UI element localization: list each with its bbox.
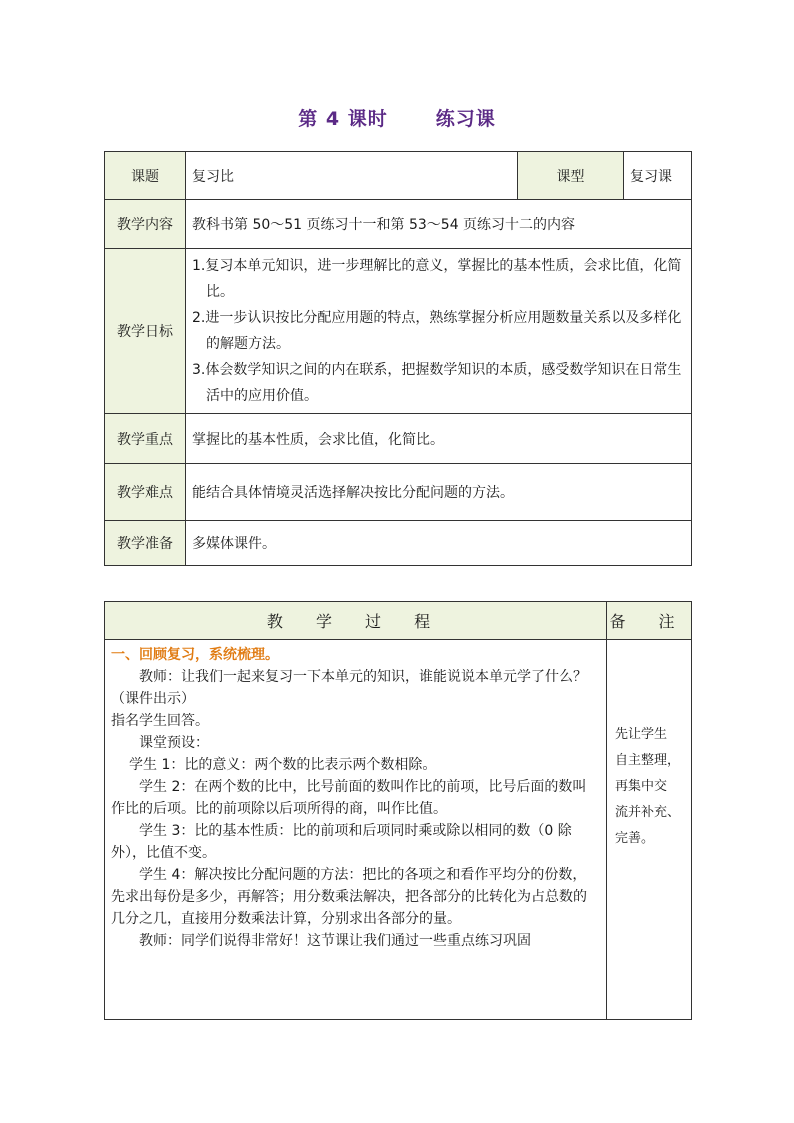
goal-item: 1.复习本单元知识，进一步理解比的意义，掌握比的基本性质，会求比值，化简比。 xyxy=(192,258,682,300)
key-row xyxy=(105,414,692,464)
goals-list xyxy=(186,249,692,414)
content-row xyxy=(105,200,692,249)
lesson-type: 练习课 xyxy=(435,108,496,130)
notes-header: 备 注 xyxy=(607,602,692,640)
notes-content xyxy=(607,640,692,1020)
lesson-info-table xyxy=(104,151,692,566)
note-line: 自主整理， xyxy=(615,753,681,768)
note-line: 再集中交 xyxy=(615,779,668,794)
process-line: 学生 3：比的基本性质：比的前项和后项同时乘或除以相同的数（0 除外），比值不变。 xyxy=(111,823,572,861)
lesson-number: 第 4 课时 xyxy=(298,108,388,130)
process-content xyxy=(105,640,607,1020)
difficulty-label: 教学难点 xyxy=(105,464,186,521)
prep-value: 多媒体课件。 xyxy=(186,521,692,566)
content-label: 教学内容 xyxy=(105,200,186,249)
page-title xyxy=(0,104,794,131)
note-line: 流并补充、 xyxy=(615,805,681,820)
process-line: 教师：同学们说得非常好！这节课让我们通过一些重点练习巩固 xyxy=(139,933,531,949)
prep-label: 教学准备 xyxy=(105,521,186,566)
section-title: 一、回顾复习，系统梳理。 xyxy=(111,647,279,663)
type-label: 课型 xyxy=(518,152,624,200)
topic-value: 复习比 xyxy=(186,152,518,200)
goals-row xyxy=(105,249,692,414)
goal-item: 2.进一步认识按比分配应用题的特点，熟练掌握分析应用题数量关系以及多样化的解题方法。 xyxy=(192,310,682,352)
goals-label: 教学日标 xyxy=(105,249,186,414)
process-header: 教 学 过 程 xyxy=(105,602,607,640)
difficulty-value: 能结合具体情境灵活选择解决按比分配问题的方法。 xyxy=(186,464,692,521)
difficulty-row xyxy=(105,464,692,521)
process-line: 课堂预设： xyxy=(139,735,209,751)
key-value: 掌握比的基本性质，会求比值，化简比。 xyxy=(186,414,692,464)
topic-label: 课题 xyxy=(105,152,186,200)
process-header-row xyxy=(105,602,692,640)
note-line: 先让学生 xyxy=(615,727,668,742)
note-line: 完善。 xyxy=(615,831,655,846)
process-table xyxy=(104,601,692,1020)
type-value: 复习课 xyxy=(624,152,692,200)
process-line: 教师：让我们一起来复习一下本单元的知识，谁能说说本单元学了什么？（课件出示） xyxy=(111,669,587,707)
process-body-row xyxy=(105,640,692,1020)
goal-item: 3.体会数学知识之间的内在联系，把握数学知识的本质，感受数学知识在日常生活中的应用价值。 xyxy=(192,362,682,404)
content-value: 教科书第 50～51 页练习十一和第 53～54 页练习十二的内容 xyxy=(186,200,692,249)
process-line: 学生 2：在两个数的比中，比号前面的数叫作比的前项，比号后面的数叫作比的后项。比的前项除以后项所得的商，叫作比值。 xyxy=(111,779,587,817)
process-line: 学生 1：比的意义：两个数的比表示两个数相除。 xyxy=(129,757,437,773)
key-label: 教学重点 xyxy=(105,414,186,464)
prep-row xyxy=(105,521,692,566)
process-line: 学生 4：解决按比分配问题的方法：把比的各项之和看作平均分的份数，先求出每份是多少，再解答；用分数乘法解决，把各部分的比转化为占总数的几分之几，直接用分数乘法计算，分别求出各部分的量。 xyxy=(111,867,587,927)
process-line: 指名学生回答。 xyxy=(111,713,209,729)
topic-row xyxy=(105,152,692,200)
